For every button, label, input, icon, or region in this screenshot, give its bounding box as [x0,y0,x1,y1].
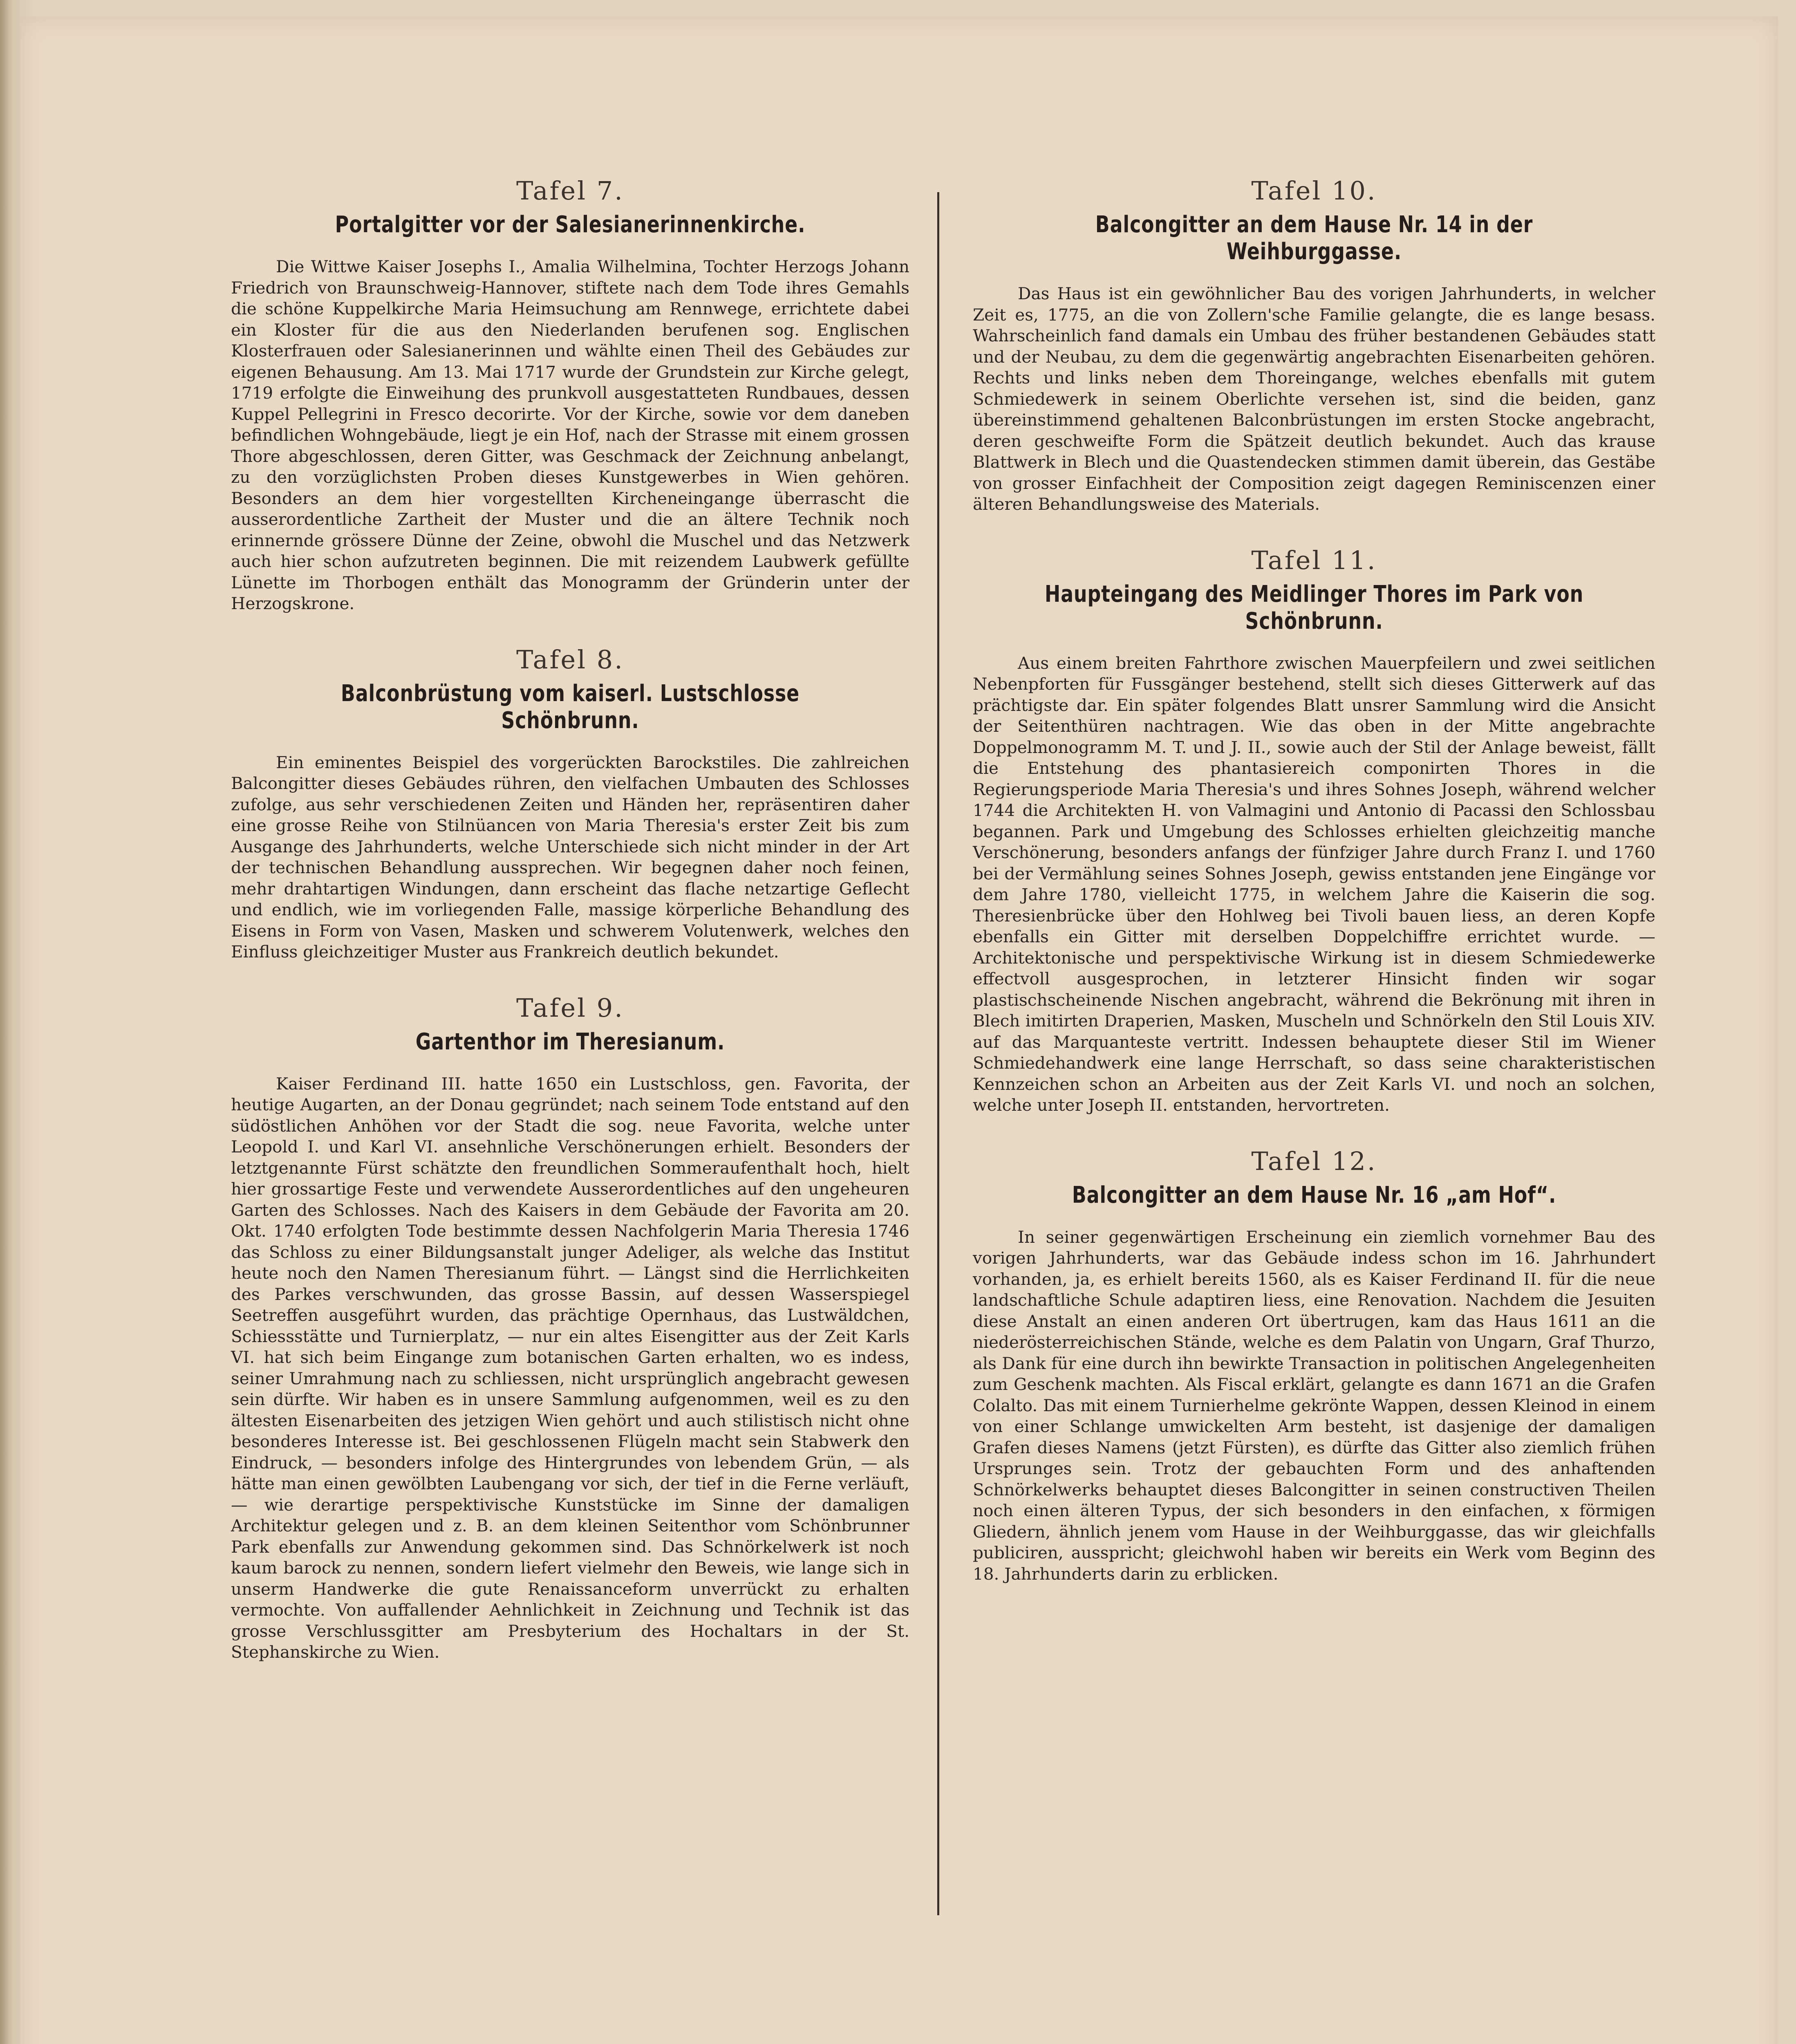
plate-number: Tafel 11. [1251,545,1377,575]
plate-number: Tafel 7. [516,176,624,206]
plate-title: Haupteingang des Meidlinger Thores im Park von Schönbrunn. [1044,580,1584,634]
plate-title: Gartenthor im Theresianum. [415,1028,725,1055]
plate-description: Ein eminentes Beispiel des vorgerückten Barockstiles. Die zahlreichen Balcongitter dieses Gebäudes rühren, den vielfachen Umbauten des Schlosses zufolge, aus sehr verschiedenen Zeiten und Händen her, repräsentiren daher eine grosse Reihe von Stilnüancen von Maria Theresia's erster Zeit bis zum Ausgange des Jahrhunderts, welche Unterschiede sich nicht minder in der Art der technischen Behandlung aussprechen. Wir begegnen daher noch feinen, mehr drahtartigen Windungen, dann erscheint das flache netzartige Geflecht und endlich, wie im vorliegenden Falle, massige körperliche Behandlung des Eisens in Form von Vasen, Masken und schwerem Volutenwerk, welches den Einfluss gleichzeitiger Muster aus Frankreich deutlich bekundet. [231,752,909,961]
plate-8-section [231,645,909,963]
plate-number: Tafel 8. [516,644,624,675]
plate-7-section [231,176,909,614]
plate-description: In seiner gegenwärtigen Erscheinung ein ziemlich vornehmer Bau des vorigen Jahrhunderts, war das Gebäude indess schon im 16. Jahrhundert vorhanden, ja, es erhielt bereits 1560, als es Kaiser Ferdinand II. für die neue landschaftliche Schule adaptiren liess, eine Renovation. Nachdem die Jesuiten diese Anstalt an einen anderen Ort übertrugen, kam das Haus 1611 an die niederösterreichischen Stände, welche es dem Palatin von Ungarn, Graf Thurzo, als Dank für eine durch ihn bewirkte Transaction in politischen Angelegenheiten zum Geschenk machten. Als Fiscal erklärt, gelangte es dann 1671 an die Grafen Colalto. Das mit einem Turnierhelme gekrönte Wappen, dessen Kleinod in einem von einer Schlange umwickelten Arm besteht, ist dasjenige der damaligen Grafen dieses Namens (jetzt Fürsten), es dürfte das Gitter also ziemlich frühen Ursprunges sein. Trotz der gebauchten Form und des anhaftenden Schnörkelwerks behauptet dieses Balcongitter in seinen constructiven Theilen noch einen älteren Typus, der sich besonders in den einfachen, x förmigen Gliedern, ähnlich jenem vom Hause in der Weihburggasse, das wir gleichfalls publiciren, ausspricht; gleichwohl haben wir bereits ein Werk vom Beginn des 18. Jahrhunderts darin zu erblicken. [973,1227,1655,1584]
plate-description: Das Haus ist ein gewöhnlicher Bau des vorigen Jahrhunderts, in welcher Zeit es, 1775, an die von Zollern'sche Familie gelangte, die es lange besass. Wahrscheinlich fand damals ein Umbau des früher bestandenen Gebäudes statt und der Neubau, zu dem die gegenwärtig angebrachten Eisenarbeiten gehören. Rechts und links neben dem Thoreingange, welches ebenfalls mit gutem Schmiedewerk in seinem Oberlichte versehen ist, sind die beiden, ganz übereinstimmend gehaltenen Balconbrüstungen im ersten Stocke angebracht, deren geschweifte Form die Spätzeit deutlich bekundet. Auch das krause Blattwerk in Blech und die Quastendecken stimmen damit überein, das Gestäbe von grosser Einfachheit der Composition zeigt dagegen Reminiscenzen einer älteren Behandlungsweise des Materials. [973,284,1655,514]
plate-description: Aus einem breiten Fahrthore zwischen Mauerpfeilern und zwei seitlichen Nebenpforten für Fussgänger bestehend, stellt sich dieses Gitterwerk auf das prächtigste dar. Ein später folgendes Blatt unsrer Sammlung wird die Ansicht der Seitenthüren nachtragen. Wie das oben in der Mitte angebrachte Doppelmonogramm M. T. und J. II., sowie auch der Stil der Anlage beweist, fällt die Entstehung des phantasiereich componirten Thores in die Regierungsperiode Maria Theresia's und ihres Sohnes Joseph, während welcher 1744 die Architekten H. von Valmagini und Antonio di Pacassi den Schlossbau begannen. Park und Umgebung des Schlosses erhielten gleichzeitig manche Verschönerung, besonders anfangs der fünfziger Jahre durch Franz I. und 1760 bei der Vermählung seines Sohnes Joseph, gewiss entstanden jene Eingänge vor dem Jahre 1780, vielleicht 1775, in welchem Jahre die Kaiserin die sog. Theresienbrücke über den Hohlweg bei Tivoli bauen liess, an deren Kopfe ebenfalls ein Gitter mit derselben Doppelchiffre errichtet wurde. — Architektonische und perspektivische Wirkung ist in diesem Schmiedewerke effectvoll ausgesprochen, in letzterer Hinsicht finden wir sogar plastischscheinende Nischen angebracht, während die Bekrönung mit ihren in Blech imitirten Draperien, Masken, Muscheln und Schnörkeln den Stil Louis XIV. auf das Marquanteste vertritt. Indessen behauptete dieser Stil im Wiener Schmiedehandwerk eine lange Herrschaft, so dass seine charakteristischen Kennzeichen schon an Arbeiten aus der Zeit Karls VI. und noch an solchen, welche unter Joseph II. entstanden, hervortreten. [973,653,1655,1115]
plate-number: Tafel 10. [1251,176,1377,206]
plate-number: Tafel 12. [1251,1146,1377,1176]
plate-title: Balcongitter an dem Hause Nr. 14 in der Weihburggasse. [1095,211,1533,265]
plate-10-section [973,176,1655,515]
plate-12-section [973,1146,1655,1585]
column-divider [937,192,939,1915]
right-column [973,176,1655,1615]
plate-title: Portalgitter vor der Salesianerinnenkirche. [335,211,806,238]
plate-9-section [231,993,909,1663]
plate-number: Tafel 9. [516,993,624,1023]
plate-title: Balcongitter an dem Hause Nr. 16 „am Hof“. [1072,1181,1556,1208]
plate-11-section [973,545,1655,1116]
left-column [231,176,909,1693]
plate-title: Balconbrüstung vom kaiserl. Lustschlosse Schönbrunn. [340,680,800,734]
plate-description: Die Wittwe Kaiser Josephs I., Amalia Wilhelmina, Tochter Herzogs Johann Friedrich von Braunschweig-Hannover, stiftete nach dem Tode ihres Gemahls die schöne Kuppelkirche Maria Heimsuchung am Rennwege, errichtete dabei ein Kloster für die aus den Niederlanden berufenen sog. Englischen Klosterfrauen oder Salesianerinnen und wählte einen Theil des Gebäudes zur eigenen Behausung. Am 13. Mai 1717 wurde der Grundstein zur Kirche gelegt, 1719 erfolgte die Einweihung des prunkvoll ausgestatteten Rundbaues, dessen Kuppel Pellegrini in Fresco decorirte. Vor der Kirche, sowie vor dem daneben befindlichen Wohngebäude, liegt je ein Hof, nach der Strasse mit einem grossen Thore abgeschlossen, deren Gitter, was Geschmack der Zeichnung anbelangt, zu den vorzüglichsten Proben dieses Kunstgewerbes in Wien gehören. Besonders an dem hier vorgestellten Kircheneingange überrascht die ausserordentliche Zartheit der Muster und die an ältere Technik noch erinnernde grössere Dünne der Zeine, obwohl die Muschel und das Netzwerk auch hier schon aufzutreten beginnen. Die mit reizendem Laubwerk gefüllte Lünette im Thorbogen enthält das Monogramm der Gründerin unter der Herzogskrone. [231,257,909,613]
plate-description: Kaiser Ferdinand III. hatte 1650 ein Lustschloss, gen. Favorita, der heutige Augarten, an der Donau gegründet; nach seinem Tode entstand auf den südöstlichen Anhöhen vor der Stadt die sog. neue Favorita, welche unter Leopold I. und Karl VI. ansehnliche Verschönerungen erhielt. Besonders der letztgenannte Fürst schätzte den freundlichen Sommeraufenthalt hoch, hielt hier grossartige Feste und verwendete Ausserordentliches auf den ungeheuren Garten des Schlosses. Nach des Kaisers in dem Gebäude der Favorita am 20. Okt. 1740 erfolgten Tode bestimmte dessen Nachfolgerin Maria Theresia 1746 das Schloss zu einer Bildungsanstalt junger Adeliger, als welche das Institut heute noch den Namen Theresianum führt. — Längst sind die Herrlichkeiten des Parkes verschwunden, das grosse Bassin, auf dessen Wasserspiegel Seetreffen ausgeführt wurden, das prächtige Opernhaus, das Lustwäldchen, Schiessstätte und Turnierplatz, — nur ein altes Eisengitter aus der Zeit Karls VI. hat sich beim Eingange zum botanischen Garten erhalten, wo es indess, seiner Umrahmung nach zu schliessen, nicht ursprünglich angebracht gewesen sein dürfte. Wir haben es in unsere Sammlung aufgenommen, weil es zu den ältesten Eisenarbeiten des jetzigen Wien gehört und auch stilistisch nicht ohne besonderes Interesse ist. Bei geschlossenen Flügeln macht sein Stabwerk den Eindruck, — besonders infolge des Hintergrundes von lebendem Grün, — als hätte man einen gewölbten Laubengang vor sich, der tief in die Ferne verläuft, — wie derartige perspektivische Kunststücke im Sinne der damaligen Architektur gelegen und z. B. an dem kleinen Seitenthor vom Schönbrunner Park ebenfalls zur Anwendung gekommen sind. Das Schnörkelwerk ist noch kaum barock zu nennen, sondern liefert vielmehr den Beweis, wie lange sich in unserm Handwerke die gute Renaissanceform unverrückt zu erhalten vermochte. Von auffallender Aehnlichkeit in Zeichnung und Technik ist das grosse Verschlussgitter am Presbyterium des Hochaltars in der St. Stephanskirche zu Wien. [231,1074,909,1662]
